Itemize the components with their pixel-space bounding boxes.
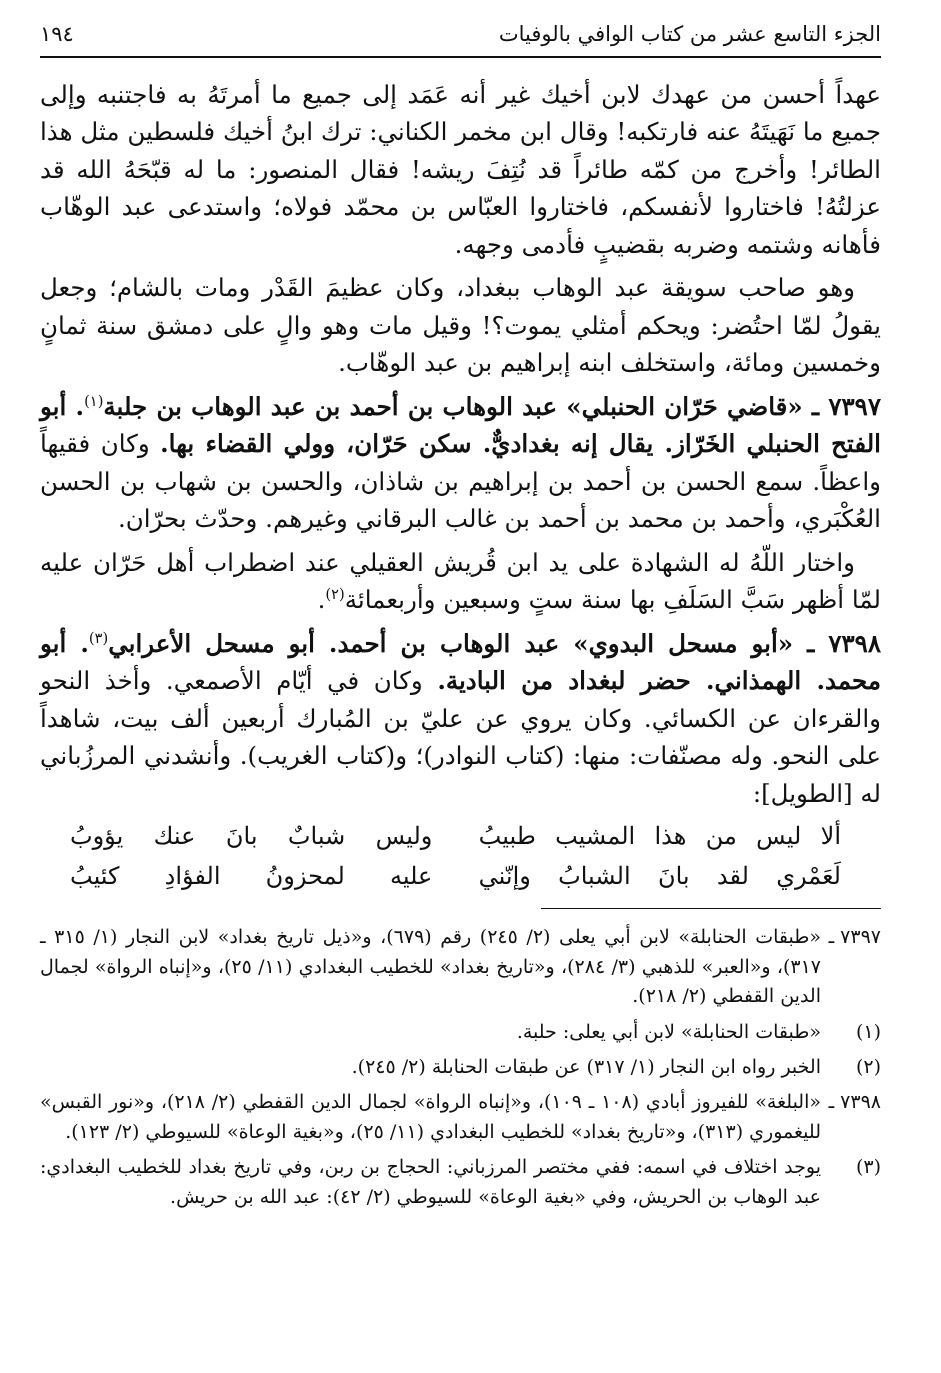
footnote-ref-3: (٣) — [88, 629, 109, 647]
verse-line — [70, 818, 841, 854]
footnote-label: (١) — [855, 1020, 881, 1043]
footnote-label: ٧٣٩٧ ـ — [828, 926, 881, 949]
footnote-ref-2: (٢) — [325, 586, 345, 604]
entry-7397-p2-text: واختار اللّهُ له الشهادة على يد ابن قُريش العقيلي عند اضطراب أهل حَرّان عليه لمّا أظهر سَبَّ السَلَفِ بها سنة ستٍ وسبعين وأربعمائة — [40, 547, 881, 615]
footnote-entry — [40, 1088, 881, 1147]
footnote-entry — [40, 1018, 881, 1047]
verse-first-hemistich: ألا ليس من هذا المشيب طبيبُ — [478, 822, 841, 851]
page-header — [40, 22, 881, 46]
verse-second-hemistich: عليه لمحزونُ الفؤادِ كئيبُ — [70, 862, 433, 891]
main-text — [40, 76, 881, 894]
entry-7397-title: ٧٣٩٧ ـ «قاضي حَرّان الحنبلي» عبد الوهاب بن أحمد بن عبد الوهاب بن جلبة — [103, 391, 881, 421]
verse-second-hemistich: وليس شبابٌ بانَ عنك يؤوبُ — [70, 822, 433, 851]
footnote-entry — [40, 1053, 881, 1082]
footnote-separator — [541, 908, 881, 909]
header-rule — [40, 56, 881, 58]
entry-7397-title-cont: . أبو الفتح الحنبلي الخَرّاز. يقال إنه بغداديٌّ. سكن حَرّان، وولي القضاء بها. — [40, 391, 881, 459]
running-title: الجزء التاسع عشر من كتاب الوافي بالوفيات — [498, 22, 881, 46]
entry-7398-text: وكان في أيّام الأصمعي. وأخذ النحو والقرءان عن الكسائي. وكان يروي عن عليّ بن المُبارك أربعين ألف بيت، شاهداً على النحو. وله مصنّفات: منها: (كتاب النوادر)؛ و(كتاب الغريب). وأنشدني المرزُباني له [الطويل]: — [40, 666, 881, 808]
entry-7398-title: ٧٣٩٨ ـ «أبو مسحل البدوي» عبد الوهاب بن أحمد. أبو مسحل الأعرابي — [108, 628, 881, 658]
verse-first-hemistich: لَعَمْري لقد بانَ الشبابُ وإنّني — [478, 862, 841, 891]
footnote-label: (٢) — [855, 1055, 881, 1078]
entry-7397-text: وكان فقيهاً واعظاً. سمع الحسن بن أحمد بن إبراهيم بن شاذان، والحسن بن شهاب بن الحسن العُكْبَري، وأحمد بن محمد بن أحمد بن غالب البرقاني وغيرهم. وحدّث بحرّان. — [40, 429, 881, 534]
footnote-label: (٣) — [855, 1156, 881, 1179]
paragraph-2: وهو صاحب سويقة عبد الوهاب ببغداد، وكان عظيمَ القَدْر ومات بالشام؛ وجعل يقولُ لمّا احتُضر: ويحكم أمثلي يموت؟! وقيل مات وهو والٍ على دمشق سنة ثمانٍ وخمسين ومائة، واستخلف ابنه إبراهيم بن عبد الوهّاب. — [40, 273, 881, 378]
page-number: ١٩٤ — [40, 22, 74, 46]
footnote-text: «البلغة» للفيروز أبادي (١٠٨ ـ ١٠٩)، و«إنباه الرواة» لجمال الدين القفطي (٢/ ٢١٨)، و«نور القبس» لليغموري (٣١٣)، و«تاريخ بغداد» للخطيب البغدادي (١١/ ٢٥)، و«بغية الوعاة» للسيوطي (٢/ ١٢٣). — [40, 1091, 821, 1143]
entry-7398 — [40, 625, 881, 812]
footnote-text: يوجد اختلاف في اسمه: ففي مختصر المرزباني: الحجاج بن ربن، وفي تاريخ بغداد للخطيب البغدادي: عبد الوهاب بن الحريش، وفي «بغية الوعاة» للسيوطي (٢/ ٤٢): عبد الله بن حريش. — [40, 1156, 821, 1208]
footnote-text: الخبر رواه ابن النجار (١/ ٣١٧) عن طبقات الحنابلة (٢/ ٢٤٥). — [351, 1055, 821, 1078]
poem — [70, 818, 841, 894]
entry-7397 — [40, 388, 881, 538]
footnotes — [40, 923, 881, 1212]
footnote-label: ٧٣٩٨ ـ — [828, 1091, 881, 1114]
entry-7397-paragraph-2: واختار اللّهُ له الشهادة على يد ابن قُريش العقيلي عند اضطراب أهل حَرّان عليه لمّا أظهر سَبَّ السَلَفِ بها سنة ستٍ وسبعين وأربعمائة$^{(٢)}$. — [40, 547, 881, 615]
footnote-entry — [40, 1153, 881, 1212]
footnote-ref-1: (١) — [84, 392, 104, 410]
footnote-text: «طبقات الحنابلة» لابن أبي يعلى (٢/ ٢٤٥) رقم (٦٧٩)، و«ذيل تاريخ بغداد» لابن النجار (١/ ٣١٥ ـ ٣١٧)، و«العبر» للذهبي (٣/ ٢٨٤)، و«تاريخ بغداد» للخطيب البغدادي (١١/ ٢٥)، و«إنباه الرواة» لجمال الدين القفطي (٢/ ٢١٨). — [40, 926, 821, 1008]
entry-7398-title-cont: . أبو محمد. الهمذاني. حضر لبغداد من البادية. — [40, 628, 881, 696]
footnote-entry — [40, 923, 881, 1011]
paragraph-1: عهداً أحسن من عهدك لابن أخيك غير أنه عَمَد إلى جميع ما أمرتَهُ به فاجتنبه وإلى جميع ما نَهَيتَهُ عنه فارتكبه! وقال ابن مخمر الكناني: ترك ابنُ أخيك فلسطين مثل هذا الطائر! وأخرج من كمّه طائراً قد نُتِفَ ريشه! فقال المنصور: ما له قبّحَهُ الله قد عزلتُهُ! فاختاروا لأنفسكم، فاختاروا العبّاس بن محمّد فولاه؛ واستدعى عبد الوهّاب فأهانه وشتمه وضربه بقضيبٍ فأدمى وجهه. — [40, 80, 881, 259]
verse-line — [70, 858, 841, 894]
footnote-text: «طبقات الحنابلة» لابن أبي يعلى: حلبة. — [516, 1020, 821, 1043]
